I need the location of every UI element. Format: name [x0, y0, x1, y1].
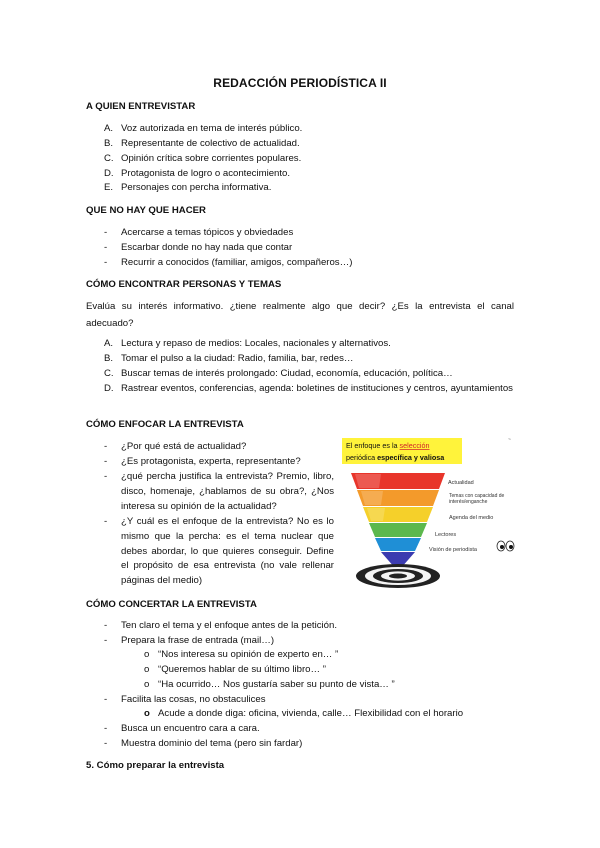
banner-line-1: El enfoque es la selección — [346, 441, 430, 450]
list-item: - ¿Es protagonista, experta, representante? — [104, 456, 301, 467]
funnel-label-3: Agenda del medio — [449, 515, 494, 521]
funnel-illustration — [341, 436, 516, 591]
document-title: REDACCIÓN PERIODÍSTICA II — [213, 76, 387, 90]
list-item: - Muestra dominio del tema (pero sin fardar) — [104, 738, 303, 749]
section-heading-a-quien-entrevistar: A QUIEN ENTREVISTAR — [86, 101, 196, 112]
section-heading-como-enfocar: CÓMO ENFOCAR LA ENTREVISTA — [86, 419, 244, 430]
list-item: C. Opinión crítica sobre corrientes populares. — [104, 153, 302, 164]
list-item: D. Protagonista de logro o acontecimiento. — [104, 168, 291, 179]
list-subitem: o Acude a donde diga: oficina, vivienda, calle… Flexibilidad con el horario — [144, 708, 464, 719]
list-subitem: o “Queremos hablar de su último libro… ” — [144, 664, 326, 675]
list-item: - ¿Y cuál es el enfoque de la entrevista? No es lo mismo que la percha: es el tema nuclear que debes abordar, lo que quieres conseguir. Define el propósito de esa entrevista (no vale rellenar páginas del medio) — [104, 516, 334, 587]
section-heading-como-preparar: 5. Cómo preparar la entrevista — [86, 760, 225, 771]
list-item: - Facilita las cosas, no obstaculices — [104, 694, 266, 705]
eyes-icon — [497, 541, 514, 551]
svg-text:~: ~ — [508, 437, 511, 443]
funnel-label-2: Temas con capacidad de interés/enganche — [449, 493, 505, 505]
list-item: - ¿qué percha justifica la entrevista? Premio, libro, disco, homenaje, ¿hablamos de su obra?, ¿Nos interesa su opinión de la actualidad? — [104, 471, 334, 512]
list-subitem: o “Ha ocurrido… Nos gustaría saber su punto de vista… ” — [144, 679, 395, 690]
list-item: - ¿Por qué está de actualidad? — [104, 441, 247, 452]
list-item: C. Buscar temas de interés prolongado: Ciudad, economía, educación, política… — [104, 368, 453, 379]
intro-paragraph: Evalúa su interés informativo. ¿tiene realmente algo que decir? ¿Es la entrevista el canal adecuado? — [86, 301, 514, 329]
banner-line-2: periódica específica y valiosa — [346, 453, 445, 462]
funnel-band-4 — [369, 523, 427, 537]
list-item: - Acercarse a temas tópicos y obviedades — [104, 227, 294, 238]
list-item: B. Representante de colectivo de actualidad. — [104, 138, 300, 149]
list-item: - Busca un encuentro cara a cara. — [104, 723, 260, 734]
funnel-label-4: Lectores — [435, 532, 457, 538]
list-item: A. Voz autorizada en tema de interés público. — [104, 123, 303, 134]
list-item: - Recurrir a conocidos (familiar, amigos, compañeros…) — [104, 257, 353, 268]
list-item: - Prepara la frase de entrada (mail…) — [104, 635, 275, 646]
list-item: - Ten claro el tema y el enfoque antes de la petición. — [104, 620, 337, 631]
section-heading-como-concertar: CÓMO CONCERTAR LA ENTREVISTA — [86, 599, 257, 610]
enfoque-funnel-figure — [341, 436, 516, 591]
target-center — [389, 574, 407, 579]
list-subitem: o “Nos interesa su opinión de experto en… ” — [144, 649, 339, 660]
list-item: D. Rastrear eventos, conferencias, agenda: boletines de instituciones y centros, ayuntamientos — [104, 383, 513, 394]
funnel-band-5 — [375, 538, 421, 551]
list-item: A. Lectura y repaso de medios: Locales, nacionales y alternativos. — [104, 338, 391, 349]
section-heading-como-encontrar: CÓMO ENCONTRAR PERSONAS Y TEMAS — [86, 279, 282, 290]
funnel-label-1: Actualidad — [448, 480, 474, 486]
funnel-label-5: Visión de periodista — [429, 547, 477, 553]
section-heading-que-no-hacer: QUE NO HAY QUE HACER — [86, 205, 206, 216]
list-item: - Escarbar donde no hay nada que contar — [104, 242, 293, 253]
list-item: E. Personajes con percha informativa. — [104, 182, 272, 193]
list-item: B. Tomar el pulso a la ciudad: Radio, familia, bar, redes… — [104, 353, 354, 364]
